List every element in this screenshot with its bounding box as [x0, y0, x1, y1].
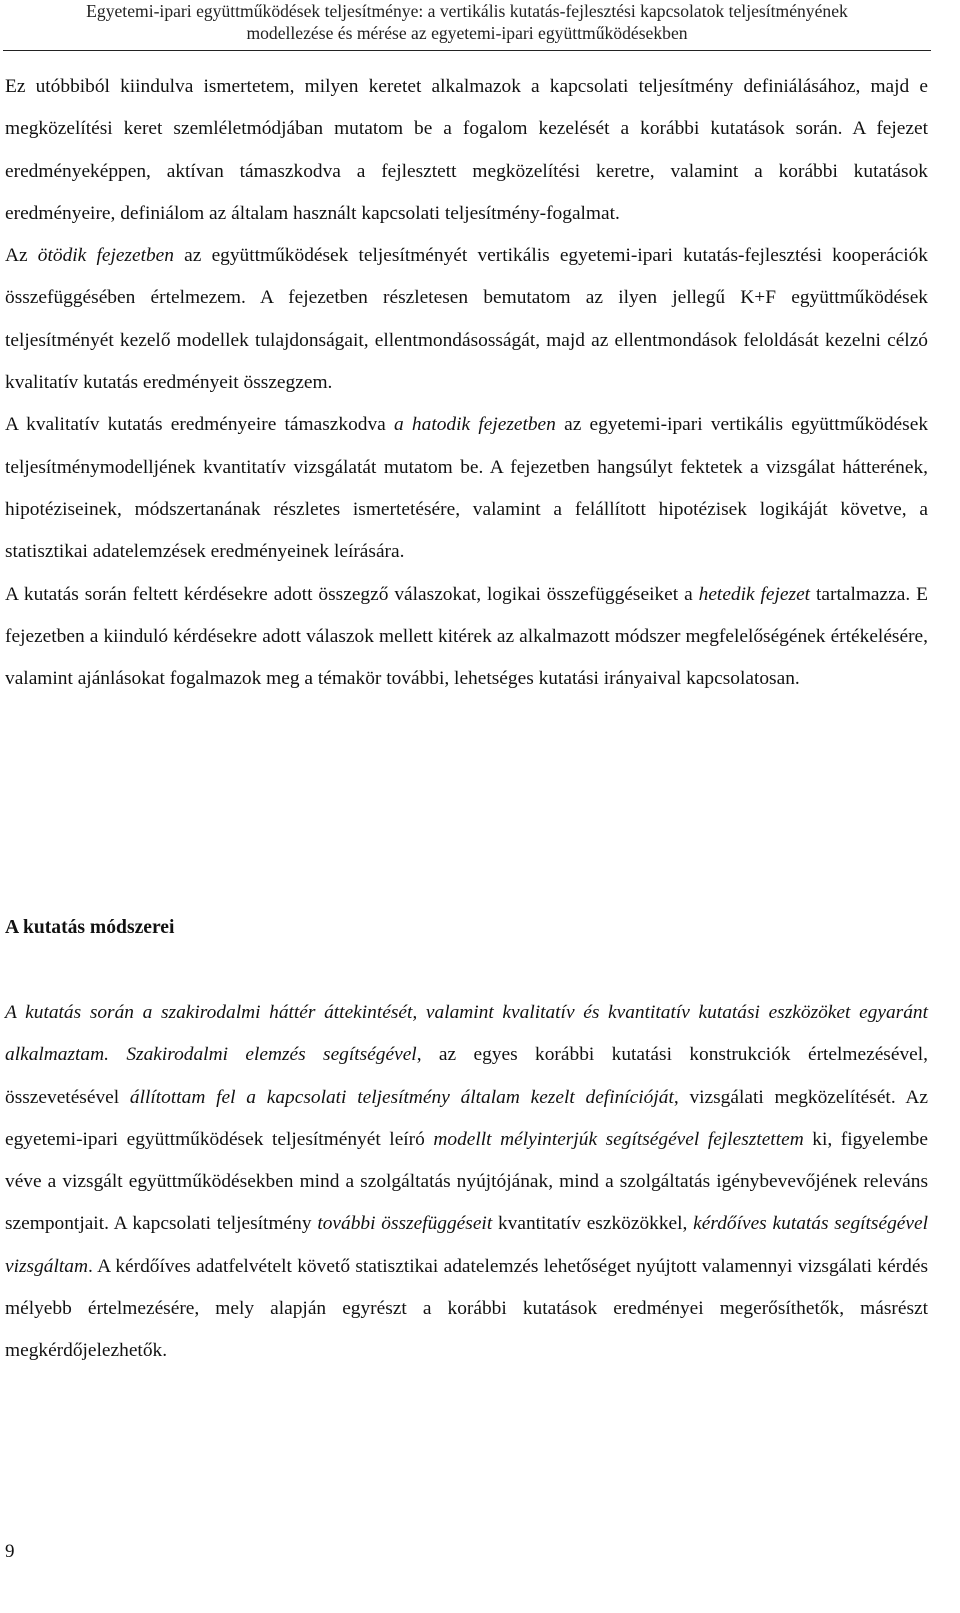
paragraph-4-part-c: tartalmazza. E fejezetben a kiinduló kérdésekre adott válaszok mellett kitérek az alkalmazott módszer megfelelőségének értékelésére, valamint ajánlásokat fogalmazok meg a témakör további, lehetséges kutatási irányaival kapcsolatosan.: [5, 583, 928, 690]
paragraph-2-part-a: Az: [5, 245, 38, 267]
methods-text-3: ki, figyelembe véve a vizsgált együttműködésekben mind a szolgáltatás nyújtójának, mind a szolgáltatás igénybevevőjének releváns szempontjait. A kapcsolati teljesítmény: [5, 1128, 928, 1235]
methods-emphasis-3: állítottam fel a kapcsolati teljesítmény általam kezelt definícióját: [129, 1086, 674, 1108]
paragraph-3-emphasis: a hatodik fejezetben: [394, 414, 556, 436]
running-header-line-1: Egyetemi-ipari együttműködések teljesítménye: a vertikális kutatás-fejlesztési kapcsolatok teljesítményének: [86, 1, 848, 21]
paragraph-3: [5, 404, 928, 573]
paragraph-4-emphasis: hetedik fejezet: [698, 583, 811, 605]
methods-space: [109, 1044, 126, 1065]
paragraph-3-part-a: A kvalitatív kutatás eredményeire támaszkodva: [5, 414, 394, 436]
methods-text-1: , az egyes korábbi kutatási konstrukciók értelmezésével, összevetésével: [5, 1044, 928, 1108]
section-heading: A kutatás módszerei: [5, 917, 175, 938]
running-header-line-2: modellezése és mérése az egyetemi-ipari együttműködésekben: [246, 23, 688, 43]
methods-text-2: , vizsgálati megközelítését. Az egyetemi-ipari együttműködések teljesítményét leíró: [5, 1086, 928, 1150]
paragraph-4: [5, 574, 928, 701]
page-number: 9: [5, 1541, 15, 1562]
methods-section: [5, 992, 928, 1373]
header-divider: [3, 50, 931, 51]
methods-emphasis-2: Szakirodalmi elemzés segítségével: [126, 1044, 417, 1066]
methods-emphasis-4: modellt mélyinterjúk segítségével fejlesztettem: [433, 1128, 804, 1150]
running-header: [0, 0, 934, 44]
paragraph-2-emphasis: ötödik fejezetben: [37, 245, 174, 267]
paragraph-2-part-c: az együttműködések teljesítményét vertikális egyetemi-ipari kutatás-fejlesztési kooperációk összefüggésében értelmezem. A fejezetben részletesen bemutatom az ilyen jellegű K+F együttműködések teljesítményét kezelő modellek tulajdonságait, ellentmondásosságát, majd az ellentmondások feloldását kezelni célzó kvalitatív kutatás eredményeit összegzem.: [5, 245, 928, 394]
methods-paragraph: [5, 992, 928, 1373]
methods-emphasis-6: kérdőíves kutatás segítségével vizsgáltam: [5, 1213, 928, 1277]
paragraph-1: Ez utóbbiból kiindulva ismertetem, milyen keretet alkalmazok a kapcsolati teljesítmény definiálásához, majd e megközelítési keret szemléletmódjában mutatom be a fogalom kezelését a korábbi kutatások során. A fejezet eredményeképpen, aktívan támaszkodva a fejlesztett megközelítési keretre, valamint a korábbi kutatások eredményeire, definiálom az általam használt kapcsolati teljesítmény-fogalmat.: [5, 76, 928, 224]
paragraph-2: [5, 235, 928, 404]
methods-text-4: kvantitatív eszközökkel,: [492, 1213, 694, 1235]
methods-emphasis-1: A kutatás során a szakirodalmi háttér áttekintését, valamint kvalitatív és kvantitatív kutatási eszközöket egyaránt alkalmaztam.: [5, 1002, 928, 1066]
chapter-overview: [5, 66, 928, 700]
methods-text-5: . A kérdőíves adatfelvételt követő statisztikai adatelemzés lehetőséget nyújtott valamennyi vizsgálati kérdés mélyebb értelmezésére, mely alapján egyrészt a korábbi kutatások eredményei megerősíthetők, másrészt megkérdőjelezhetők.: [5, 1255, 928, 1362]
paragraph-4-part-a: A kutatás során feltett kérdésekre adott összegző válaszokat, logikai összefüggéseiket a: [5, 583, 699, 605]
methods-emphasis-5: további összefüggéseit: [317, 1213, 493, 1235]
paragraph-3-part-c: az egyetemi-ipari vertikális együttműködések teljesítménymodelljének kvantitatív vizsgálatát mutatom be. A fejezetben hangsúlyt fektetek a vizsgálat hátterének, hipotéziseinek, módszertanának részletes ismertetésére, valamint a felállított hipotézisek logikáját követve, a statisztikai adatelemzések eredményeinek leírására.: [5, 414, 929, 563]
